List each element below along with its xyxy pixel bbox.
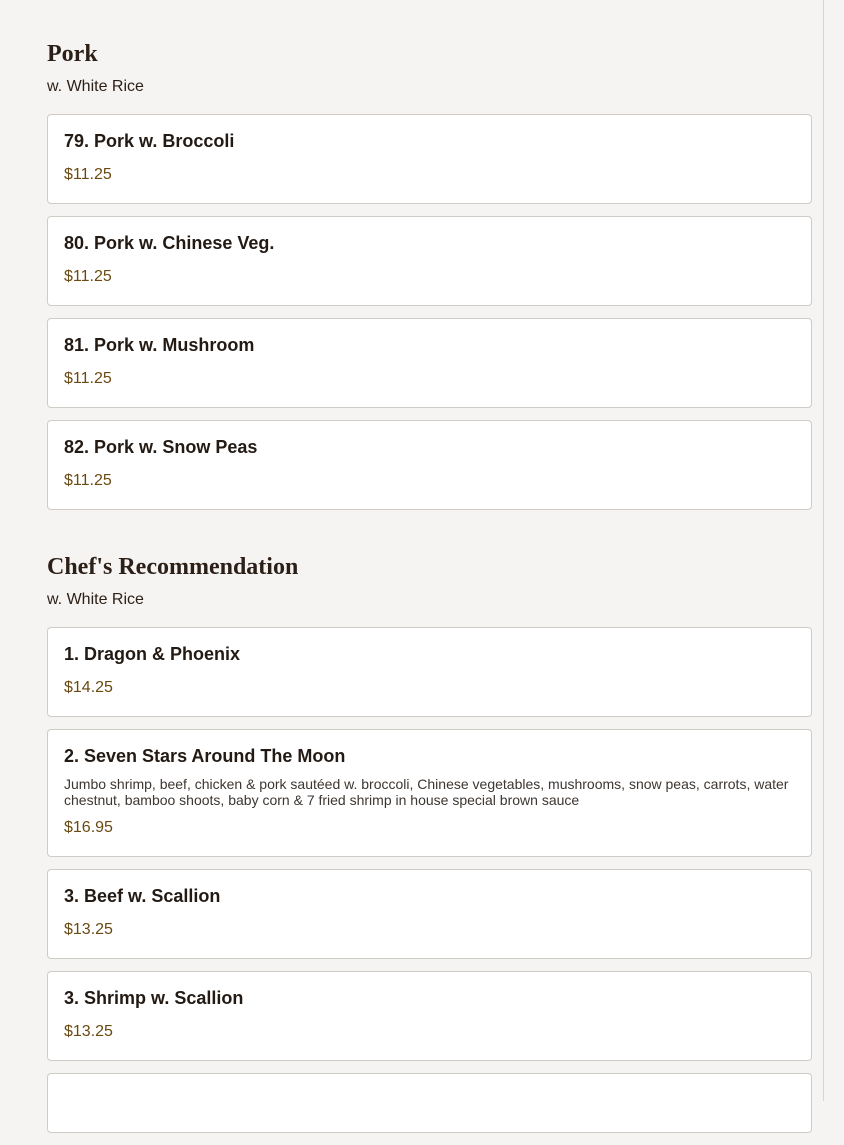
menu-item-list (47, 627, 812, 1133)
item-price: $14.25 (64, 679, 113, 696)
menu-item-card[interactable] (47, 971, 812, 1061)
item-name: 3. Beef w. Scallion (64, 886, 221, 906)
menu-item-card[interactable] (47, 318, 812, 408)
item-price: $13.25 (64, 921, 113, 938)
item-name: 82. Pork w. Snow Peas (64, 437, 258, 457)
item-description: Jumbo shrimp, beef, chicken & pork sautéed w. broccoli, Chinese vegetables, mushrooms, snow peas, carrots, water chestnut, bamboo shoots, baby corn & 7 fried shrimp in house special brown sauce (64, 776, 789, 808)
menu-item-card-partial[interactable] (47, 1073, 812, 1133)
item-name: 1. Dragon & Phoenix (64, 644, 241, 664)
section-subtitle: w. White Rice (47, 78, 144, 95)
item-name: 79. Pork w. Broccoli (64, 131, 235, 151)
section-subtitle: w. White Rice (47, 591, 144, 608)
item-name: 81. Pork w. Mushroom (64, 335, 255, 355)
menu-content (47, 0, 812, 1145)
section-title: Chef's Recommendation (47, 554, 299, 580)
menu-item-card[interactable] (47, 729, 812, 857)
page-right-divider (823, 0, 824, 1101)
menu-section-chefs-recommendation (47, 553, 812, 1133)
menu-section-pork (47, 0, 812, 510)
item-price: $11.25 (64, 370, 112, 387)
section-spacer (47, 522, 812, 553)
menu-item-card[interactable] (47, 869, 812, 959)
menu-item-card[interactable] (47, 216, 812, 306)
menu-item-card[interactable] (47, 114, 812, 204)
item-name: 2. Seven Stars Around The Moon (64, 746, 346, 766)
item-price: $11.25 (64, 166, 112, 183)
item-price: $11.25 (64, 268, 112, 285)
item-price: $13.25 (64, 1023, 113, 1040)
menu-item-card[interactable] (47, 420, 812, 510)
menu-item-list (47, 114, 812, 510)
item-name: 3. Shrimp w. Scallion (64, 988, 244, 1008)
item-name: 80. Pork w. Chinese Veg. (64, 233, 275, 253)
item-price: $11.25 (64, 472, 112, 489)
item-price: $16.95 (64, 819, 113, 836)
section-title: Pork (47, 41, 98, 67)
menu-item-card[interactable] (47, 627, 812, 717)
